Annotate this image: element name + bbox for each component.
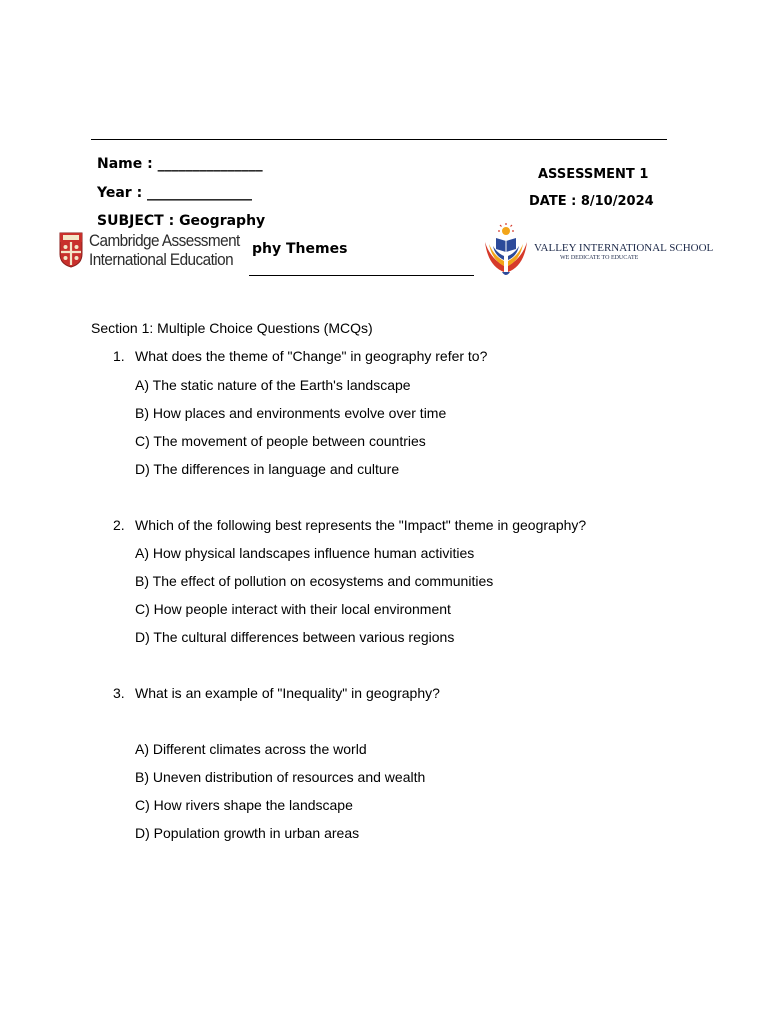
- year-field-label: Year : _______________: [97, 185, 253, 201]
- answer-option: C) How people interact with their local environment: [135, 601, 451, 617]
- question-number: 1.: [113, 348, 125, 364]
- valley-school-emblem-icon: [482, 222, 530, 278]
- assessment-label: ASSESSMENT 1: [538, 167, 649, 182]
- subject-label: SUBJECT : Geography: [97, 213, 266, 229]
- section-title: Section 1: Multiple Choice Questions (MCQs): [91, 320, 373, 336]
- valley-school-logo: [482, 222, 714, 278]
- question-text: What is an example of "Inequality" in geography?: [135, 685, 440, 701]
- valley-school-tagline: WE DEDICATE TO EDUCATE: [560, 255, 639, 261]
- answer-option: D) The differences in language and culture: [135, 461, 400, 477]
- answer-option: B) Uneven distribution of resources and wealth: [135, 769, 426, 785]
- answer-option: D) The cultural differences between various regions: [135, 629, 455, 645]
- question-text: What does the theme of "Change" in geography refer to?: [135, 348, 488, 364]
- answer-option: C) How rivers shape the landscape: [135, 797, 353, 813]
- question-number: 3.: [113, 685, 125, 701]
- question-text: Which of the following best represents the "Impact" theme in geography?: [135, 517, 587, 533]
- cambridge-logo: [57, 230, 247, 272]
- topic-label: phy Themes: [252, 241, 348, 257]
- answer-option: B) The effect of pollution on ecosystems and communities: [135, 573, 494, 589]
- answer-option: A) Different climates across the world: [135, 741, 367, 757]
- cambridge-logo-line2: International Education: [89, 250, 234, 269]
- top-rule: [91, 139, 667, 140]
- answer-option: A) How physical landscapes influence human activities: [135, 545, 475, 561]
- answer-option: B) How places and environments evolve over time: [135, 405, 447, 421]
- cambridge-shield-icon: [59, 232, 83, 268]
- date-label: DATE : 8/10/2024: [529, 194, 654, 209]
- valley-school-name: VALLEY INTERNATIONAL SCHOOL: [534, 242, 714, 254]
- topic-underline: [249, 275, 474, 276]
- answer-option: C) The movement of people between countries: [135, 433, 426, 449]
- answer-option: D) Population growth in urban areas: [135, 825, 360, 841]
- name-field-label: Name : _______________: [97, 156, 263, 172]
- answer-option: A) The static nature of the Earth's landscape: [135, 377, 411, 393]
- question-number: 2.: [113, 517, 125, 533]
- cambridge-logo-line1: Cambridge Assessment: [89, 231, 240, 250]
